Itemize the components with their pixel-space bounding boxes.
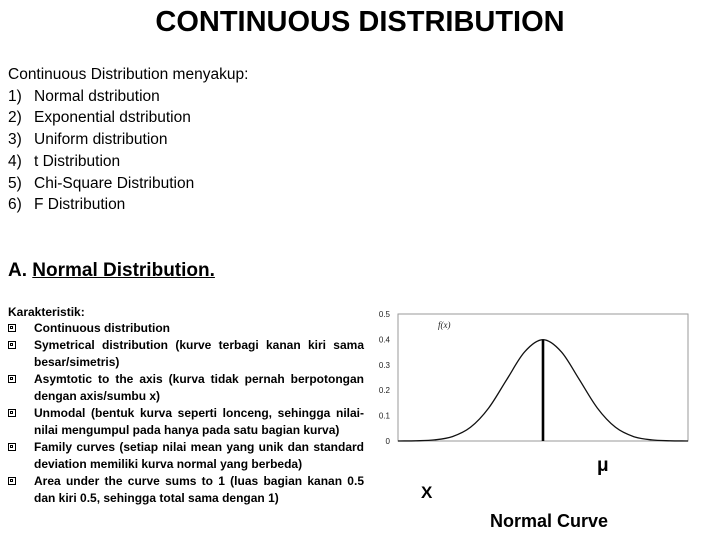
characteristic-text: Asymtotic to the axis (kurva tidak pernah berpotongan dengan axis/sumbu x)	[34, 372, 364, 403]
y-tick-label: 0.5	[378, 310, 390, 319]
checkbox-bullet-icon	[8, 409, 16, 417]
mu-label: μ	[597, 455, 609, 476]
list-label: F Distribution	[34, 196, 126, 214]
list-item	[8, 473, 364, 507]
list-item	[8, 173, 248, 195]
list-item	[8, 86, 248, 108]
section-heading	[8, 260, 215, 282]
y-axis-ticks	[379, 310, 391, 446]
y-axis-label: f(x)	[438, 320, 451, 330]
checkbox-bullet-icon	[8, 375, 16, 383]
list-label: Exponential dstribution	[34, 109, 191, 127]
normal-curve-chart	[370, 302, 694, 448]
list-number: 1)	[8, 87, 22, 105]
list-item	[8, 129, 248, 151]
list-item	[8, 439, 364, 473]
list-label: t Distribution	[34, 152, 121, 170]
y-tick-label: 0.4	[378, 335, 390, 345]
list-number: 2)	[8, 109, 22, 127]
list-number: 5)	[8, 174, 22, 192]
page-title: CONTINUOUS DISTRIBUTION	[155, 6, 565, 38]
section-title: Normal Distribution.	[32, 260, 215, 281]
section-prefix: A.	[8, 260, 27, 281]
list-number: 4)	[8, 152, 22, 170]
y-tick-label: 0	[385, 437, 390, 446]
list-item	[8, 107, 248, 129]
list-item	[8, 151, 248, 173]
characteristic-text: Area under the curve sums to 1 (luas bagian kanan 0.5 dan kiri 0.5, sehingga total sama dengan 1)	[34, 474, 364, 505]
list-label: Chi-Square Distribution	[34, 174, 195, 192]
intro-text: Continuous Distribution menyakup:	[8, 66, 249, 83]
intro-block	[8, 64, 248, 216]
list-item	[8, 405, 364, 439]
characteristic-text: Continuous distribution	[34, 321, 170, 335]
characteristics-label: Karakteristik:	[8, 305, 85, 319]
list-item	[8, 371, 364, 405]
curve-caption: Normal Curve	[490, 511, 609, 531]
list-item	[8, 194, 248, 216]
checkbox-bullet-icon	[8, 477, 16, 485]
characteristic-text: Symetrical distribution (kurve terbagi kanan kiri sama besar/simetris)	[34, 338, 364, 369]
list-item	[8, 337, 364, 371]
list-label: Normal dstribution	[34, 87, 160, 105]
list-label: Uniform distribution	[34, 131, 168, 149]
checkbox-bullet-icon	[8, 341, 16, 349]
y-tick-label: 0.1	[378, 411, 390, 421]
list-number: 6)	[8, 196, 22, 214]
characteristic-text: Family curves (setiap nilai mean yang unik dan standard deviation memiliki kurva normal yang berbeda)	[34, 440, 364, 471]
y-tick-label: 0.2	[378, 386, 390, 396]
characteristic-text: Unmodal (bentuk kurva seperti lonceng, sehingga nilai-nilai mengumpul pada hanya pada satu bagian kurva)	[34, 406, 364, 437]
y-tick-label: 0.3	[378, 360, 390, 370]
characteristics-list	[8, 320, 364, 507]
list-number: 3)	[8, 131, 22, 149]
checkbox-bullet-icon	[8, 443, 16, 451]
checkbox-bullet-icon	[8, 324, 16, 332]
list-item	[8, 320, 364, 337]
distribution-list	[8, 86, 248, 216]
x-label: X	[421, 483, 433, 502]
